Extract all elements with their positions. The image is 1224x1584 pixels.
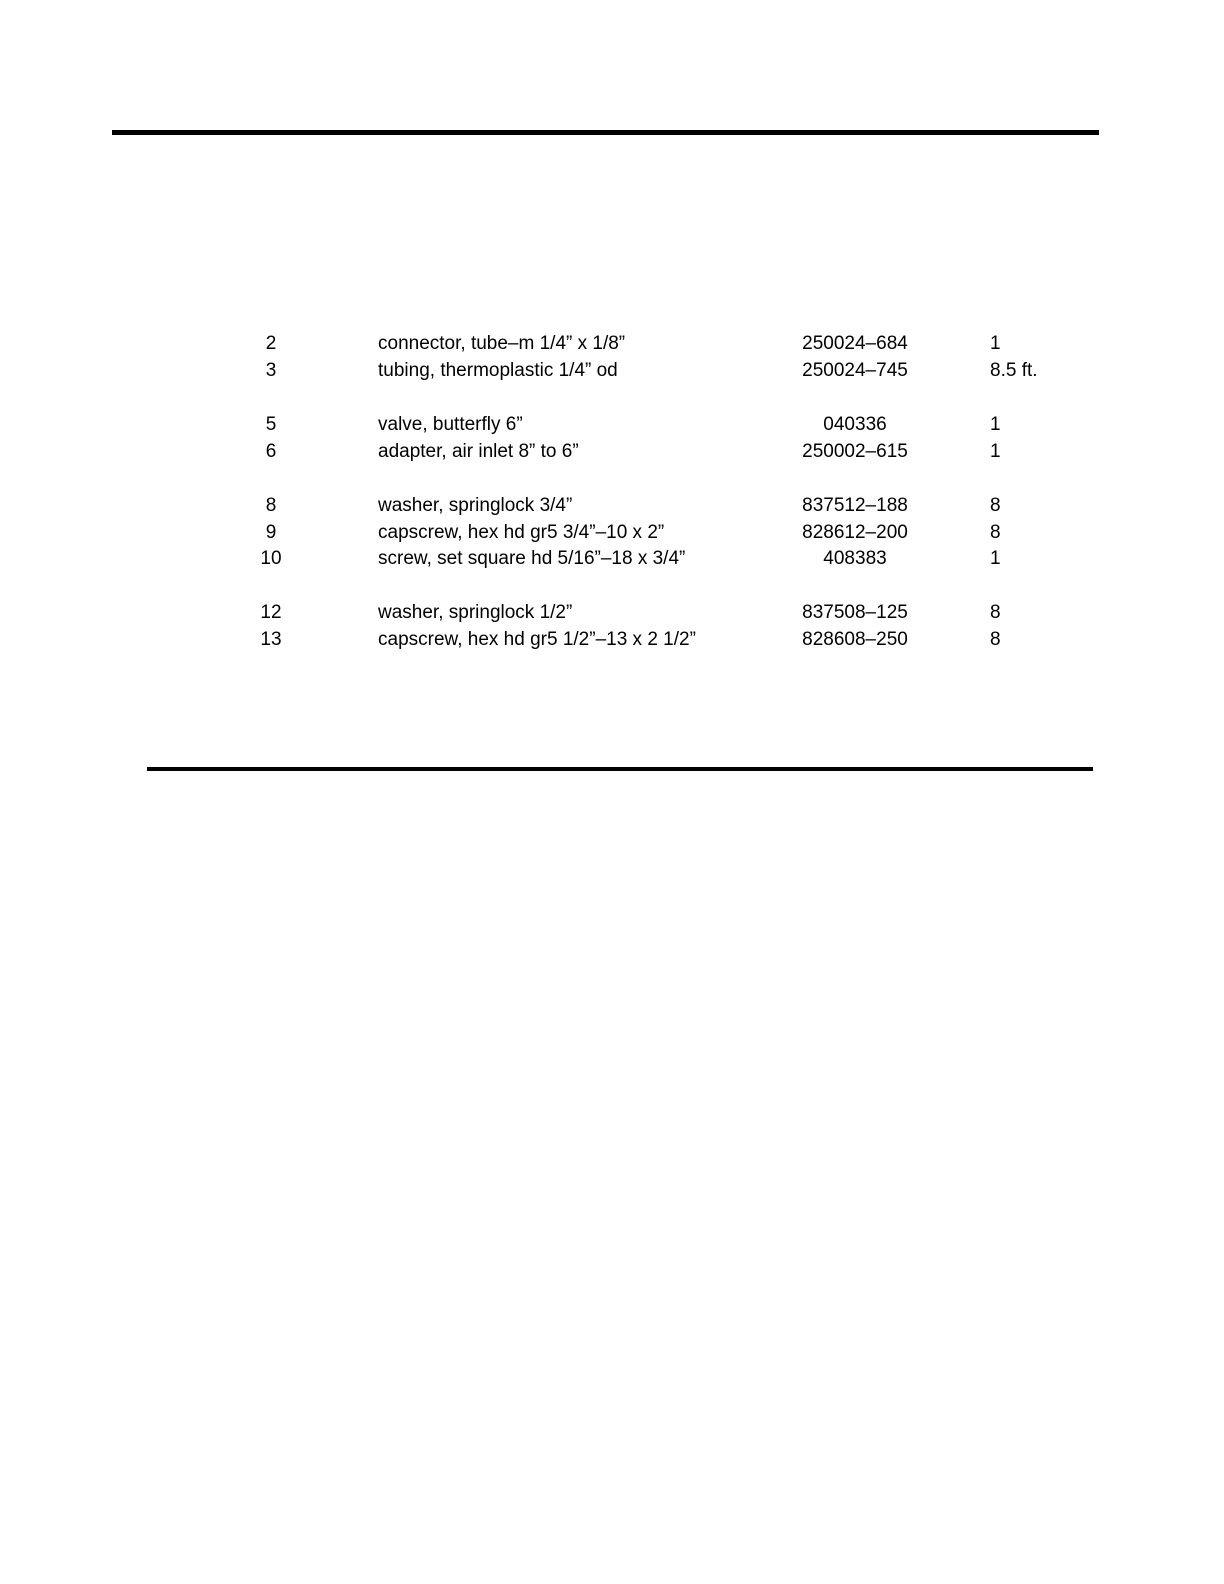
part-description: valve, butterfly 6” (378, 414, 523, 435)
parts-row (0, 438, 1224, 465)
quantity: 8 (990, 522, 1001, 543)
parts-row (0, 357, 1224, 384)
item-number: 9 (265, 522, 277, 543)
part-description: adapter, air inlet 8” to 6” (378, 441, 579, 462)
part-number: 837508–125 (802, 602, 908, 623)
part-description: connector, tube–m 1/4” x 1/8” (378, 333, 626, 354)
part-number: 250024–684 (802, 333, 908, 354)
parts-row (0, 626, 1224, 653)
part-number: 828608–250 (802, 629, 908, 650)
parts-row (0, 599, 1224, 626)
part-number: 837512–188 (802, 495, 908, 516)
item-number: 5 (265, 414, 277, 435)
part-number: 828612–200 (802, 522, 908, 543)
quantity: 1 (990, 548, 1001, 569)
item-number: 8 (265, 495, 277, 516)
item-number: 2 (265, 333, 277, 354)
item-number: 3 (265, 360, 277, 381)
item-number: 6 (265, 441, 277, 462)
quantity: 1 (990, 414, 1001, 435)
part-number: 408383 (823, 548, 887, 569)
part-description: capscrew, hex hd gr5 3/4”–10 x 2” (378, 522, 665, 543)
parts-row (0, 519, 1224, 546)
quantity: 8 (990, 602, 1001, 623)
parts-row (0, 545, 1224, 572)
parts-row (0, 492, 1224, 519)
item-number: 10 (260, 548, 282, 569)
parts-row (0, 411, 1224, 438)
part-number: 040336 (823, 414, 887, 435)
quantity: 8 (990, 629, 1001, 650)
part-description: capscrew, hex hd gr5 1/2”–13 x 2 1/2” (378, 629, 696, 650)
part-number: 250002–615 (802, 441, 908, 462)
parts-row (0, 330, 1224, 357)
quantity: 8 (990, 495, 1001, 516)
part-description: washer, springlock 3/4” (378, 495, 573, 516)
part-description: tubing, thermoplastic 1/4” od (378, 360, 618, 381)
part-description: washer, springlock 1/2” (378, 602, 573, 623)
quantity: 1 (990, 333, 1001, 354)
part-number: 250024–745 (802, 360, 908, 381)
quantity: 8.5 ft. (990, 360, 1038, 381)
bottom-rule (147, 767, 1093, 771)
part-description: screw, set square hd 5/16”–18 x 3/4” (378, 548, 686, 569)
quantity: 1 (990, 441, 1001, 462)
item-number: 12 (260, 602, 282, 623)
item-number: 13 (260, 629, 282, 650)
